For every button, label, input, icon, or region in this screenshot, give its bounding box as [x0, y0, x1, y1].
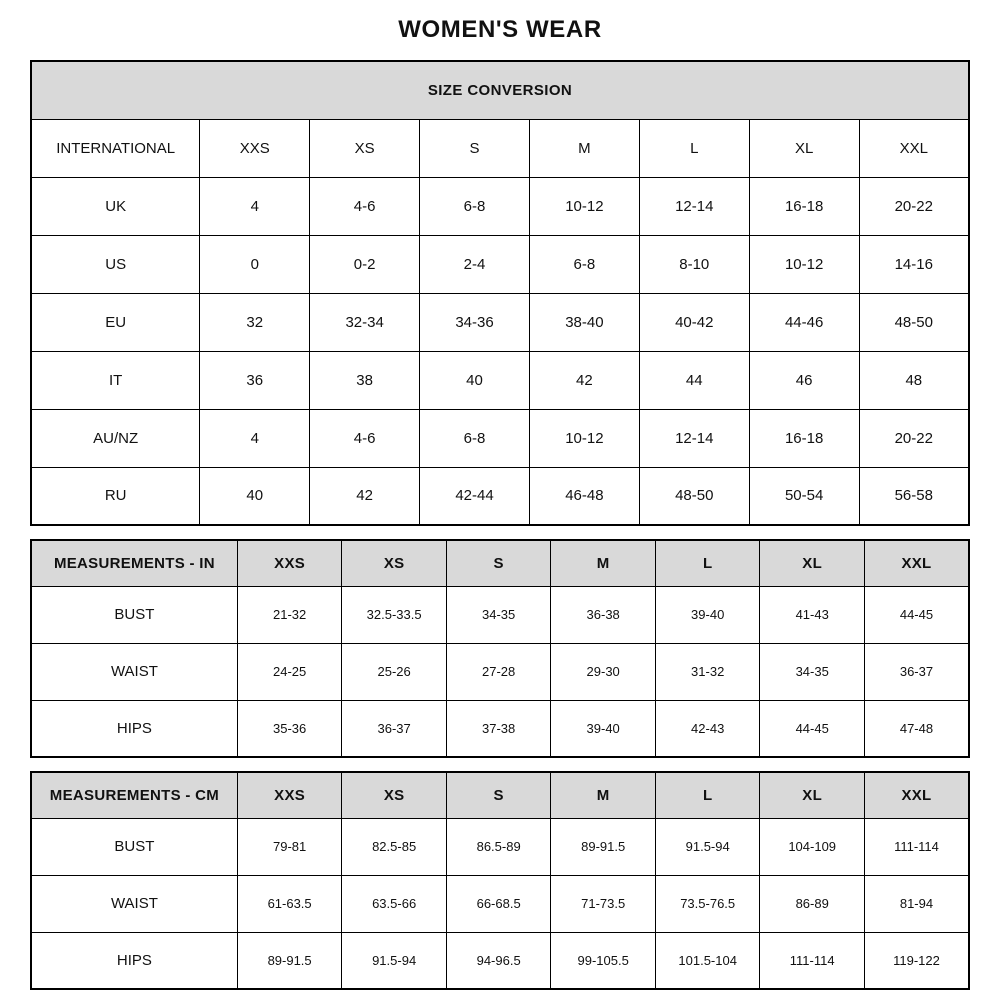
- value-cell: 12-14: [639, 177, 749, 235]
- value-cell: 25-26: [342, 643, 447, 700]
- value-cell: 27-28: [446, 643, 551, 700]
- value-cell: 101.5-104: [655, 932, 760, 989]
- value-cell: 2-4: [420, 235, 530, 293]
- value-cell: 111-114: [864, 818, 969, 875]
- table-row: [31, 643, 969, 700]
- value-cell: 37-38: [446, 700, 551, 757]
- value-cell: 61-63.5: [237, 875, 342, 932]
- row-label: EU: [31, 293, 200, 351]
- size-column-header: M: [551, 540, 656, 586]
- value-cell: 48: [859, 351, 969, 409]
- size-column-header: XL: [749, 119, 859, 177]
- header-row: [31, 119, 969, 177]
- size-column-header: XS: [310, 119, 420, 177]
- row-label: HIPS: [31, 700, 237, 757]
- page-title: WOMEN'S WEAR: [398, 16, 602, 43]
- value-cell: 111-114: [760, 932, 865, 989]
- value-cell: 20-22: [859, 177, 969, 235]
- value-cell: 99-105.5: [551, 932, 656, 989]
- row-label: RU: [31, 467, 200, 525]
- size-column-header: L: [639, 119, 749, 177]
- table-row: [31, 932, 969, 989]
- value-cell: 86-89: [760, 875, 865, 932]
- table-row: [31, 177, 969, 235]
- value-cell: 38: [310, 351, 420, 409]
- value-cell: 36-38: [551, 586, 656, 643]
- table-row: [31, 351, 969, 409]
- value-cell: 89-91.5: [551, 818, 656, 875]
- value-cell: 36-37: [864, 643, 969, 700]
- value-cell: 6-8: [420, 409, 530, 467]
- value-cell: 16-18: [749, 409, 859, 467]
- value-cell: 50-54: [749, 467, 859, 525]
- size-column-header: XXS: [237, 772, 342, 818]
- value-cell: 0-2: [310, 235, 420, 293]
- size-column-header: L: [655, 540, 760, 586]
- row-label: US: [31, 235, 200, 293]
- size-column-header: S: [446, 540, 551, 586]
- value-cell: 42-44: [420, 467, 530, 525]
- value-cell: 39-40: [655, 586, 760, 643]
- value-cell: 46: [749, 351, 859, 409]
- size-column-header: XS: [342, 772, 447, 818]
- value-cell: 39-40: [551, 700, 656, 757]
- value-cell: 34-36: [420, 293, 530, 351]
- size-column-header: XXL: [864, 540, 969, 586]
- size-column-header: XXS: [237, 540, 342, 586]
- value-cell: 35-36: [237, 700, 342, 757]
- value-cell: 44-45: [760, 700, 865, 757]
- value-cell: 4-6: [310, 409, 420, 467]
- value-cell: 94-96.5: [446, 932, 551, 989]
- size-column-header: L: [655, 772, 760, 818]
- value-cell: 32: [200, 293, 310, 351]
- value-cell: 46-48: [529, 467, 639, 525]
- value-cell: 81-94: [864, 875, 969, 932]
- size-column-header: M: [529, 119, 639, 177]
- value-cell: 63.5-66: [342, 875, 447, 932]
- value-cell: 82.5-85: [342, 818, 447, 875]
- row-label: WAIST: [31, 643, 237, 700]
- value-cell: 14-16: [859, 235, 969, 293]
- row-label: UK: [31, 177, 200, 235]
- header-row: [31, 772, 969, 818]
- value-cell: 91.5-94: [655, 818, 760, 875]
- value-cell: 10-12: [529, 177, 639, 235]
- header-row: [31, 540, 969, 586]
- value-cell: 56-58: [859, 467, 969, 525]
- value-cell: 32-34: [310, 293, 420, 351]
- value-cell: 48-50: [859, 293, 969, 351]
- row-label-header: INTERNATIONAL: [31, 119, 200, 177]
- value-cell: 91.5-94: [342, 932, 447, 989]
- value-cell: 34-35: [760, 643, 865, 700]
- value-cell: 12-14: [639, 409, 749, 467]
- row-label: BUST: [31, 818, 237, 875]
- value-cell: 20-22: [859, 409, 969, 467]
- size-column-header: XS: [342, 540, 447, 586]
- value-cell: 41-43: [760, 586, 865, 643]
- table-row: [31, 467, 969, 525]
- table-row: [31, 235, 969, 293]
- table-row: [31, 409, 969, 467]
- row-label: HIPS: [31, 932, 237, 989]
- size-column-header: XL: [760, 772, 865, 818]
- size-conversion-table: [30, 60, 970, 526]
- row-label: BUST: [31, 586, 237, 643]
- value-cell: 4-6: [310, 177, 420, 235]
- value-cell: 40: [200, 467, 310, 525]
- value-cell: 34-35: [446, 586, 551, 643]
- value-cell: 36: [200, 351, 310, 409]
- size-column-header: XXL: [864, 772, 969, 818]
- value-cell: 40-42: [639, 293, 749, 351]
- value-cell: 73.5-76.5: [655, 875, 760, 932]
- value-cell: 31-32: [655, 643, 760, 700]
- row-label-header: MEASUREMENTS - CM: [31, 772, 237, 818]
- value-cell: 47-48: [864, 700, 969, 757]
- value-cell: 29-30: [551, 643, 656, 700]
- value-cell: 10-12: [749, 235, 859, 293]
- value-cell: 44-46: [749, 293, 859, 351]
- value-cell: 4: [200, 409, 310, 467]
- value-cell: 48-50: [639, 467, 749, 525]
- table-title: SIZE CONVERSION: [31, 61, 969, 119]
- size-column-header: M: [551, 772, 656, 818]
- size-column-header: XXL: [859, 119, 969, 177]
- table-row: [31, 818, 969, 875]
- value-cell: 66-68.5: [446, 875, 551, 932]
- size-column-header: S: [446, 772, 551, 818]
- value-cell: 119-122: [864, 932, 969, 989]
- value-cell: 89-91.5: [237, 932, 342, 989]
- measurements-cm-table: [30, 771, 970, 990]
- value-cell: 32.5-33.5: [342, 586, 447, 643]
- value-cell: 8-10: [639, 235, 749, 293]
- value-cell: 10-12: [529, 409, 639, 467]
- value-cell: 16-18: [749, 177, 859, 235]
- table-row: [31, 875, 969, 932]
- value-cell: 0: [200, 235, 310, 293]
- value-cell: 71-73.5: [551, 875, 656, 932]
- value-cell: 86.5-89: [446, 818, 551, 875]
- value-cell: 42: [310, 467, 420, 525]
- size-column-header: XL: [760, 540, 865, 586]
- value-cell: 36-37: [342, 700, 447, 757]
- size-column-header: S: [420, 119, 530, 177]
- value-cell: 42: [529, 351, 639, 409]
- value-cell: 38-40: [529, 293, 639, 351]
- value-cell: 44: [639, 351, 749, 409]
- value-cell: 44-45: [864, 586, 969, 643]
- value-cell: 6-8: [529, 235, 639, 293]
- value-cell: 24-25: [237, 643, 342, 700]
- row-label: WAIST: [31, 875, 237, 932]
- value-cell: 21-32: [237, 586, 342, 643]
- row-label: IT: [31, 351, 200, 409]
- row-label: AU/NZ: [31, 409, 200, 467]
- table-row: [31, 586, 969, 643]
- value-cell: 40: [420, 351, 530, 409]
- table-row: [31, 700, 969, 757]
- value-cell: 6-8: [420, 177, 530, 235]
- row-label-header: MEASUREMENTS - IN: [31, 540, 237, 586]
- table-title-row: [31, 61, 969, 119]
- value-cell: 42-43: [655, 700, 760, 757]
- value-cell: 104-109: [760, 818, 865, 875]
- size-column-header: XXS: [200, 119, 310, 177]
- table-row: [31, 293, 969, 351]
- value-cell: 79-81: [237, 818, 342, 875]
- measurements-in-table: [30, 539, 970, 758]
- value-cell: 4: [200, 177, 310, 235]
